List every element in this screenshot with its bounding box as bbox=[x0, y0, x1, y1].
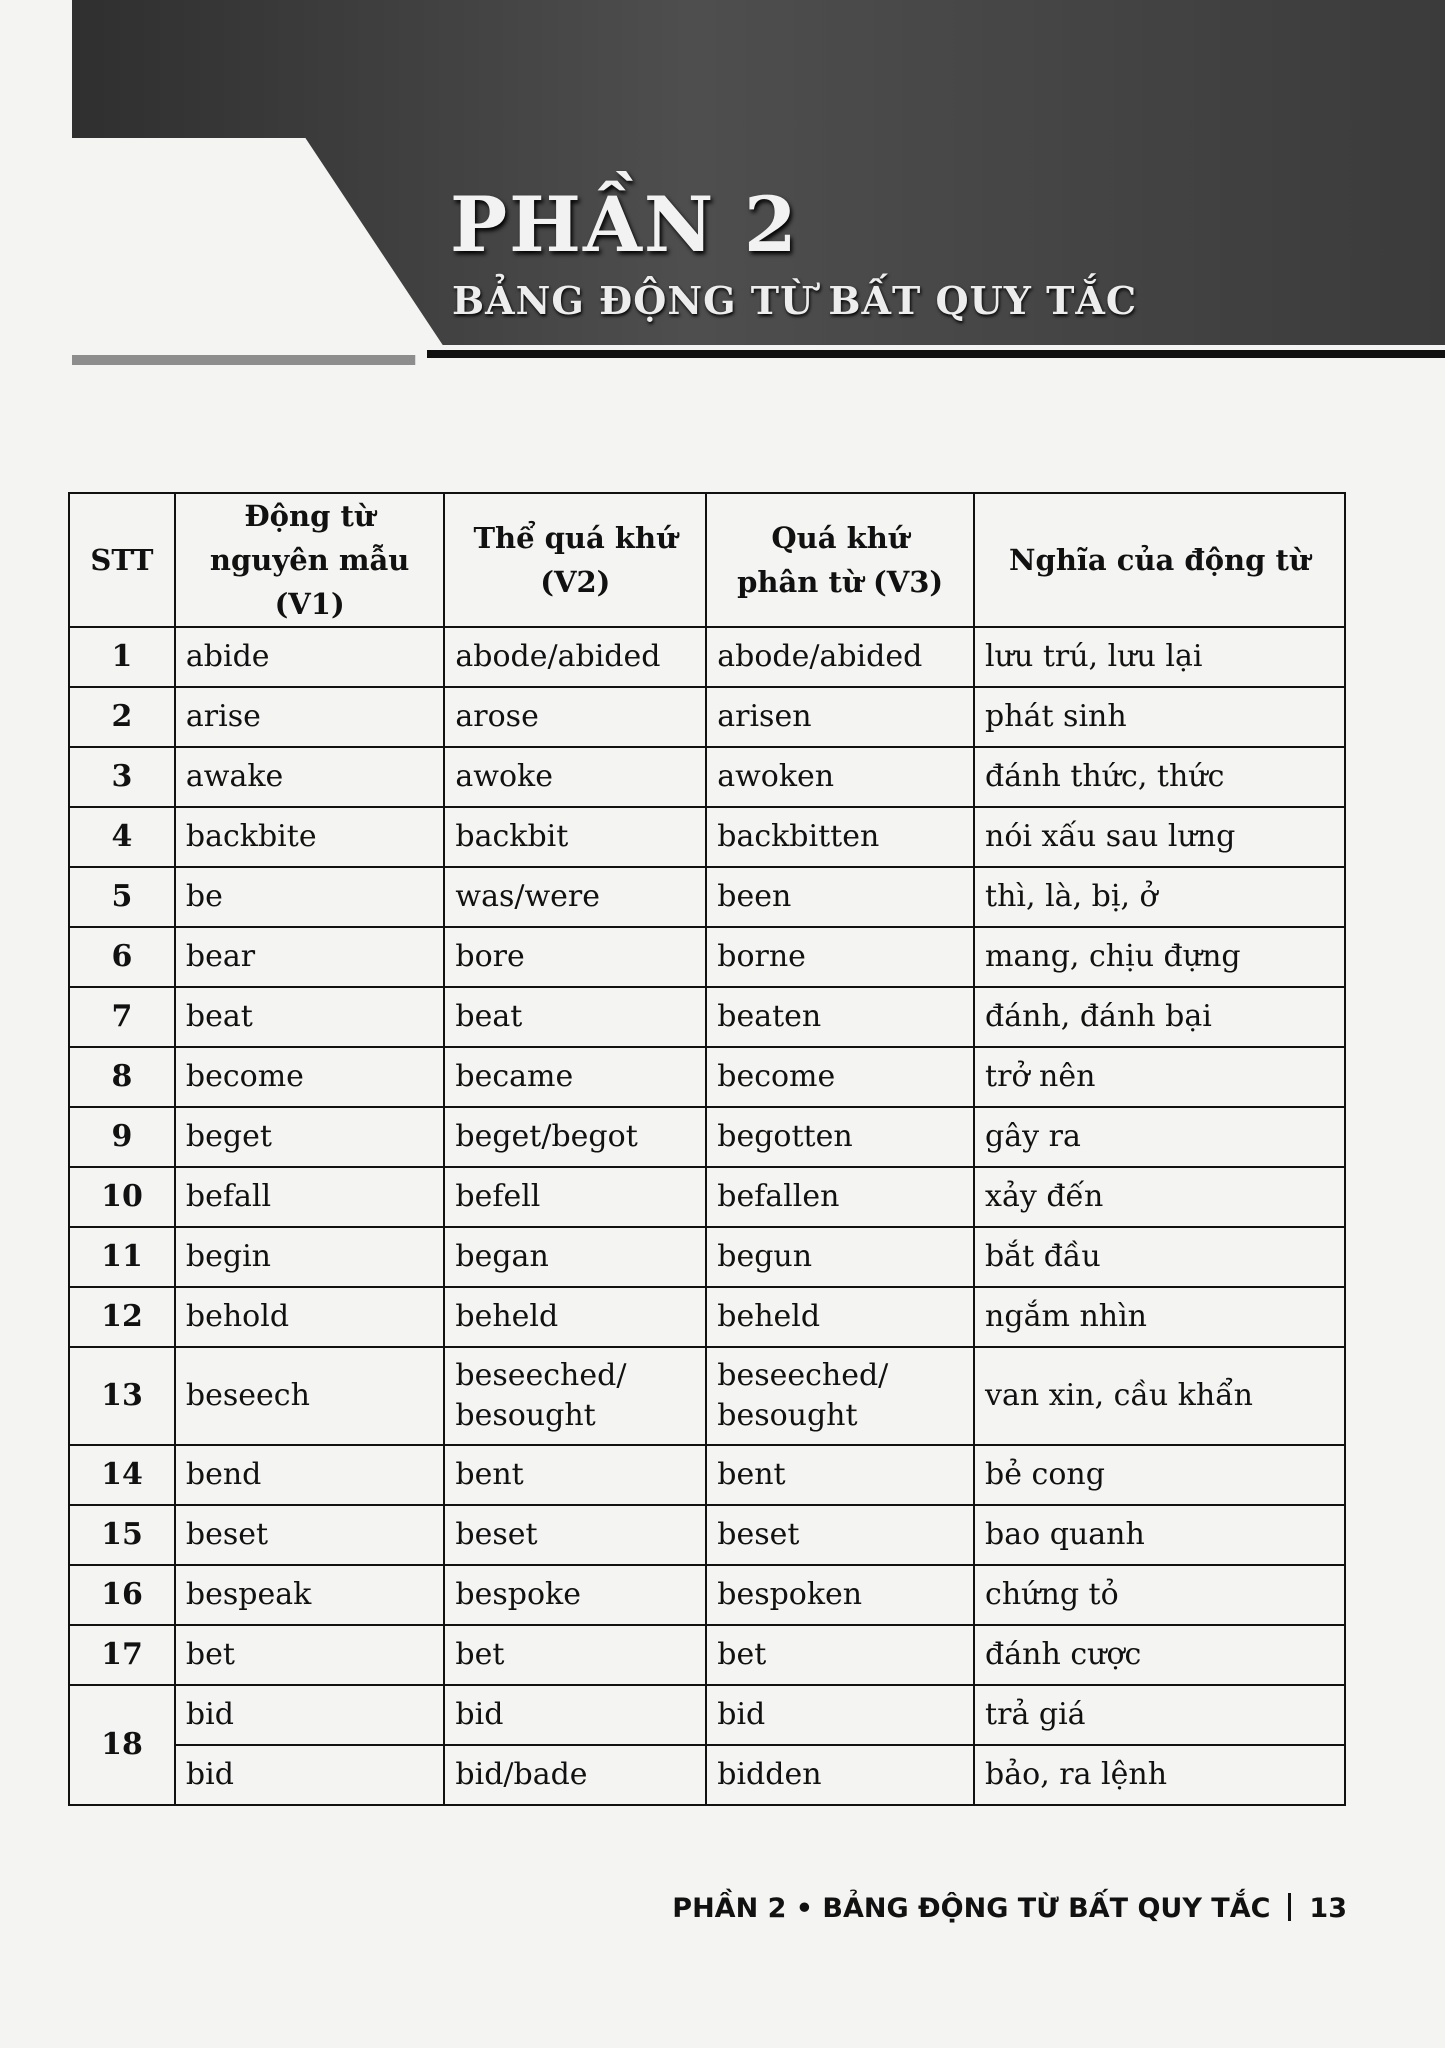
table-row bbox=[69, 1347, 1345, 1445]
cell-stt: 17 bbox=[69, 1625, 175, 1685]
cell-v1: bear bbox=[175, 927, 444, 987]
cell-v3: become bbox=[706, 1047, 974, 1107]
cell-meaning: mang, chịu đựng bbox=[974, 927, 1345, 987]
table-row bbox=[69, 687, 1345, 747]
table-row bbox=[69, 1745, 1345, 1805]
table-header-row bbox=[69, 493, 1345, 627]
cell-v3: bet bbox=[706, 1625, 974, 1685]
table-row bbox=[69, 747, 1345, 807]
cell-v1: beget bbox=[175, 1107, 444, 1167]
table-row bbox=[69, 1107, 1345, 1167]
table-row bbox=[69, 1227, 1345, 1287]
cell-v3: borne bbox=[706, 927, 974, 987]
cell-v2: bespoke bbox=[444, 1565, 706, 1625]
cell-meaning: phát sinh bbox=[974, 687, 1345, 747]
cell-v2: was/were bbox=[444, 867, 706, 927]
cell-v2: beheld bbox=[444, 1287, 706, 1347]
cell-v2: began bbox=[444, 1227, 706, 1287]
cell-v1: be bbox=[175, 867, 444, 927]
cell-v2: befell bbox=[444, 1167, 706, 1227]
header-v1 bbox=[175, 493, 444, 627]
cell-v3: beaten bbox=[706, 987, 974, 1047]
header-stt: STT bbox=[69, 493, 175, 627]
cell-v2: beget/begot bbox=[444, 1107, 706, 1167]
cell-v2: bid bbox=[444, 1685, 706, 1745]
cell-v2: bid/bade bbox=[444, 1745, 706, 1805]
page-number: 13 bbox=[1309, 1893, 1347, 1924]
cell-stt: 9 bbox=[69, 1107, 175, 1167]
cell-meaning: thì, là, bị, ở bbox=[974, 867, 1345, 927]
banner-rule bbox=[427, 350, 1445, 358]
cell-v2: beat bbox=[444, 987, 706, 1047]
cell-meaning: ngắm nhìn bbox=[974, 1287, 1345, 1347]
cell-v1: befall bbox=[175, 1167, 444, 1227]
cell-v2 bbox=[444, 1347, 706, 1445]
part-title: PHẦN 2 bbox=[450, 180, 799, 269]
cell-v1: bespeak bbox=[175, 1565, 444, 1625]
table-row bbox=[69, 627, 1345, 687]
cell-stt: 12 bbox=[69, 1287, 175, 1347]
cell-v1: bid bbox=[175, 1745, 444, 1805]
header-v3-line2: phân từ (V3) bbox=[737, 565, 944, 599]
cell-meaning: lưu trú, lưu lại bbox=[974, 627, 1345, 687]
cell-v3 bbox=[706, 1347, 974, 1445]
cell-meaning: gây ra bbox=[974, 1107, 1345, 1167]
cell-v2: beset bbox=[444, 1505, 706, 1565]
cell-stt: 7 bbox=[69, 987, 175, 1047]
cell-meaning: bảo, ra lệnh bbox=[974, 1745, 1345, 1805]
table-row bbox=[69, 927, 1345, 987]
cell-v2-line2: besought bbox=[455, 1398, 596, 1433]
cell-meaning: xảy đến bbox=[974, 1167, 1345, 1227]
table-row bbox=[69, 1287, 1345, 1347]
table-row bbox=[69, 1167, 1345, 1227]
header-v3 bbox=[706, 493, 974, 627]
table-row bbox=[69, 987, 1345, 1047]
cell-stt: 18 bbox=[69, 1685, 175, 1805]
cell-v1: bid bbox=[175, 1685, 444, 1745]
cell-meaning: bẻ cong bbox=[974, 1445, 1345, 1505]
cell-v1: beset bbox=[175, 1505, 444, 1565]
cell-v3: bent bbox=[706, 1445, 974, 1505]
cell-v3: arisen bbox=[706, 687, 974, 747]
header-v1-line1: Động từ bbox=[244, 499, 375, 533]
table-row bbox=[69, 807, 1345, 867]
cell-stt: 15 bbox=[69, 1505, 175, 1565]
cell-v3-line2: besought bbox=[717, 1398, 858, 1433]
part-subtitle: BẢNG ĐỘNG TỪ BẤT QUY TẮC bbox=[452, 278, 1138, 323]
cell-stt: 5 bbox=[69, 867, 175, 927]
cell-meaning: đánh thức, thức bbox=[974, 747, 1345, 807]
cell-v1: beat bbox=[175, 987, 444, 1047]
cell-v3: bidden bbox=[706, 1745, 974, 1805]
cell-v1: begin bbox=[175, 1227, 444, 1287]
table-row bbox=[69, 1047, 1345, 1107]
irregular-verbs-table bbox=[68, 492, 1346, 1806]
cell-stt: 8 bbox=[69, 1047, 175, 1107]
header-v1-line2: nguyên mẫu (V1) bbox=[209, 543, 410, 621]
cell-v3: beset bbox=[706, 1505, 974, 1565]
footer-separator bbox=[1288, 1893, 1291, 1921]
cell-meaning: bao quanh bbox=[974, 1505, 1345, 1565]
cell-stt: 11 bbox=[69, 1227, 175, 1287]
table-row bbox=[69, 1685, 1345, 1745]
cell-meaning: chứng tỏ bbox=[974, 1565, 1345, 1625]
cell-meaning: đánh cược bbox=[974, 1625, 1345, 1685]
cell-v2: bent bbox=[444, 1445, 706, 1505]
cell-meaning: đánh, đánh bại bbox=[974, 987, 1345, 1047]
cell-meaning: trả giá bbox=[974, 1685, 1345, 1745]
header-v2-line2: (V2) bbox=[540, 565, 611, 599]
cell-v1: abide bbox=[175, 627, 444, 687]
header-v2 bbox=[444, 493, 706, 627]
cell-v3: befallen bbox=[706, 1167, 974, 1227]
cell-stt: 3 bbox=[69, 747, 175, 807]
cell-meaning: van xin, cầu khẩn bbox=[974, 1347, 1345, 1445]
cell-v1: beseech bbox=[175, 1347, 444, 1445]
cell-stt: 2 bbox=[69, 687, 175, 747]
cell-v3: been bbox=[706, 867, 974, 927]
cell-stt: 4 bbox=[69, 807, 175, 867]
cell-v2: arose bbox=[444, 687, 706, 747]
cell-v1: awake bbox=[175, 747, 444, 807]
cell-v1: bend bbox=[175, 1445, 444, 1505]
cell-stt: 14 bbox=[69, 1445, 175, 1505]
table-row bbox=[69, 1625, 1345, 1685]
cell-v3: awoken bbox=[706, 747, 974, 807]
cell-v3: bid bbox=[706, 1685, 974, 1745]
cell-stt: 1 bbox=[69, 627, 175, 687]
cell-v2: bore bbox=[444, 927, 706, 987]
cell-v3: begun bbox=[706, 1227, 974, 1287]
cell-v1: arise bbox=[175, 687, 444, 747]
footer-section-title: PHẦN 2 • BẢNG ĐỘNG TỪ BẤT QUY TẮC bbox=[672, 1893, 1271, 1924]
cell-stt: 16 bbox=[69, 1565, 175, 1625]
cell-v3: begotten bbox=[706, 1107, 974, 1167]
cell-meaning: nói xấu sau lưng bbox=[974, 807, 1345, 867]
cell-v2: backbit bbox=[444, 807, 706, 867]
cell-v3: abode/abided bbox=[706, 627, 974, 687]
header-v2-line1: Thể quá khứ bbox=[473, 521, 678, 555]
cell-v3: beheld bbox=[706, 1287, 974, 1347]
page-footer bbox=[672, 1893, 1347, 1924]
header-meaning: Nghĩa của động từ bbox=[974, 493, 1345, 627]
cell-meaning: trở nên bbox=[974, 1047, 1345, 1107]
cell-v1: bet bbox=[175, 1625, 444, 1685]
cell-stt: 13 bbox=[69, 1347, 175, 1445]
table-row bbox=[69, 1565, 1345, 1625]
cell-v3: bespoken bbox=[706, 1565, 974, 1625]
cell-v2-line1: beseeched/ bbox=[455, 1358, 627, 1393]
cell-v3-line1: beseeched/ bbox=[717, 1358, 889, 1393]
cell-v1: become bbox=[175, 1047, 444, 1107]
cell-stt: 10 bbox=[69, 1167, 175, 1227]
cell-v2: awoke bbox=[444, 747, 706, 807]
cell-v2: became bbox=[444, 1047, 706, 1107]
table-row bbox=[69, 867, 1345, 927]
cell-v2: abode/abided bbox=[444, 627, 706, 687]
cell-v1: backbite bbox=[175, 807, 444, 867]
cell-v3: backbitten bbox=[706, 807, 974, 867]
cell-v2: bet bbox=[444, 1625, 706, 1685]
cell-stt: 6 bbox=[69, 927, 175, 987]
table-row bbox=[69, 1445, 1345, 1505]
cell-v1: behold bbox=[175, 1287, 444, 1347]
cell-meaning: bắt đầu bbox=[974, 1227, 1345, 1287]
header-v3-line1: Quá khứ bbox=[771, 521, 909, 555]
table-row bbox=[69, 1505, 1345, 1565]
